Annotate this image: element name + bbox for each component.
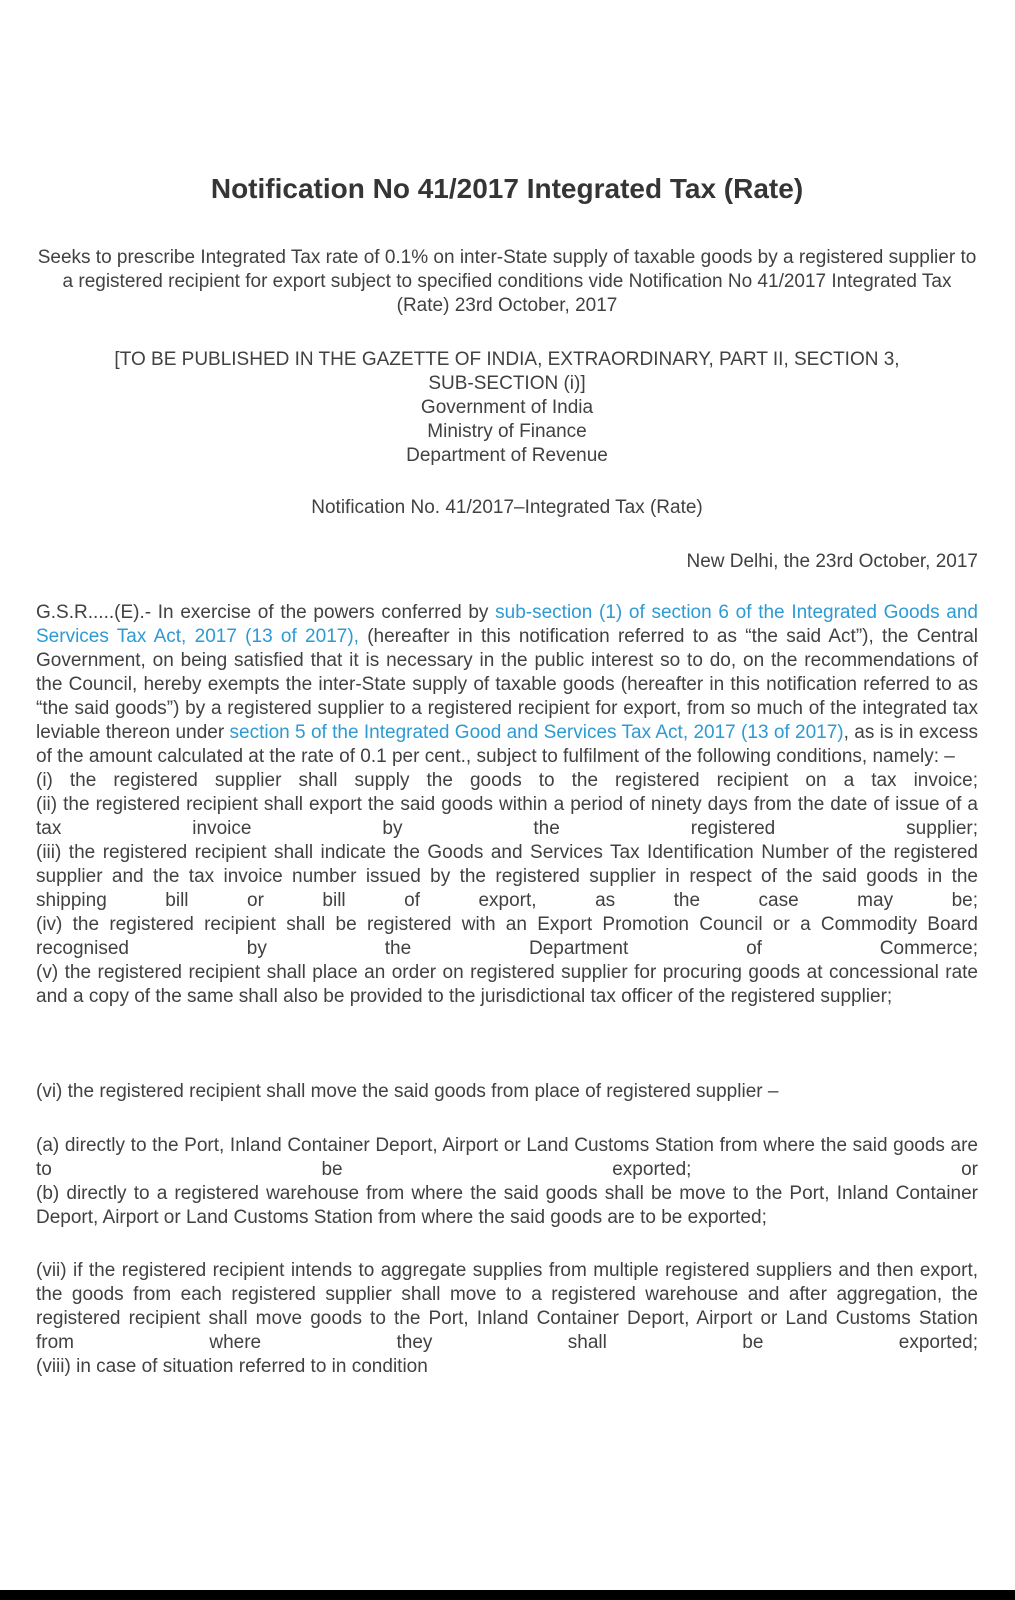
subclause-a: (a) directly to the Port, Inland Container Deport, Airport or Land Customs Station from where the said goods are to be exported; or	[36, 1135, 978, 1180]
condition-vi: (vi) the registered recipient shall move the said goods from place of registered supplier –	[36, 1081, 779, 1102]
subclause-b: (b) directly to a registered warehouse from where the said goods shall be move to the Port, Inland Container Deport, Airport or Land Customs Station from where the said goods are to be exported;	[36, 1183, 978, 1228]
gazette-line-2: SUB-SECTION (i)]	[428, 373, 586, 394]
link-section-5-igst-act[interactable]: section 5 of the Integrated Good and Services Tax Act, 2017 (13 of 2017)	[229, 722, 844, 743]
condition-vii: (vii) if the registered recipient intends to aggregate supplies from multiple registered suppliers and then export, the goods from each registered supplier shall move to a registered warehouse and after aggregation, the registered recipient shall move goods to the Port, Inland Container Deport, Airport or Land Customs Station from where they shall be exported;	[36, 1260, 978, 1353]
main-body-block	[36, 601, 978, 1009]
gsr-text-1: G.S.R.....(E).- In exercise of the powers conferred by	[36, 602, 496, 623]
condition-iii: (iii) the registered recipient shall indicate the Goods and Services Tax Identification Number of the registered supplier and the tax invoice number issued by the registered supplier in respect of the said goods in the shipping bill or bill of export, as the case may be;	[36, 842, 978, 911]
ministry-line: Ministry of Finance	[427, 421, 587, 442]
condition-v: (v) the registered recipient shall place an order on registered supplier for procuring goods at concessional rate and a copy of the same shall also be provided to the jurisdictional tax officer of the registered supplier;	[36, 962, 978, 1007]
page-title: Notification No 41/2017 Integrated Tax (Rate)	[210, 173, 804, 204]
gsr-text-3: , as is in excess of the amount calculated at the rate of 0.1 per cent., subject to fulfilment of the following conditions, namely: –	[36, 722, 978, 767]
notification-summary: Seeks to prescribe Integrated Tax rate of 0.1% on inter-State supply of taxable goods by a registered supplier to a registered recipient for export subject to specified conditions vide Notification No 41/2017 Integrated Tax (Rate) 23rd October, 2017	[37, 247, 977, 316]
notification-number-line: Notification No. 41/2017–Integrated Tax (Rate)	[311, 497, 703, 518]
condition-viii: (viii) in case of situation referred to in condition	[36, 1356, 428, 1377]
gsr-paragraph	[36, 601, 978, 769]
condition-vi-subclauses	[36, 1134, 978, 1230]
gazette-line-1: [TO BE PUBLISHED IN THE GAZETTE OF INDIA, EXTRAORDINARY, PART II, SECTION 3,	[114, 349, 900, 370]
place-date-line: New Delhi, the 23rd October, 2017	[686, 551, 978, 572]
condition-ii: (ii) the registered recipient shall export the said goods within a period of ninety days from the date of issue of a tax invoice by the registered supplier;	[36, 794, 978, 839]
link-section-6-igst-act[interactable]: sub-section (1) of section 6 of the Integrated Goods and Services Tax Act, 2017 (13 of 2017),	[36, 602, 978, 647]
condition-i: (i) the registered supplier shall supply the goods to the registered recipient on a tax invoice;	[36, 770, 978, 791]
gazette-block	[36, 348, 978, 468]
department-line: Department of Revenue	[406, 445, 608, 466]
government-line: Government of India	[420, 397, 594, 418]
condition-vii-viii-block	[36, 1259, 978, 1379]
gsr-text-2: (hereafter in this notification referred to as “the said Act”), the Central Government, on being satisfied that it is necessary in the public interest so to do, on the recommendations of the Council, hereby exempts the inter-State supply of taxable goods (hereafter in this notification referred to as “the said goods”) by a registered supplier to a registered recipient for export, from so much of the integrated tax leviable thereon under	[36, 626, 978, 743]
condition-iv: (iv) the registered recipient shall be registered with an Export Promotion Council or a Commodity Board recognised by the Department of Commerce;	[36, 914, 978, 959]
bottom-black-bar	[0, 1590, 1015, 1600]
